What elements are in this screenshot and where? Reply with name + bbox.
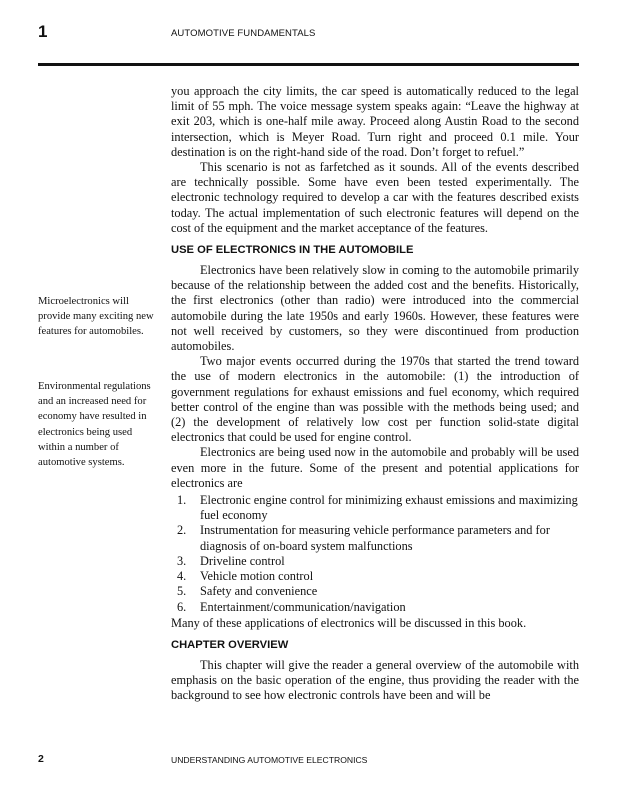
paragraph-overview: This chapter will give the reader a general overview of the automobile with emphasis on the basic operation of the engine, thus providing the reader with the background to see how electronic controls have been and will be [171,657,579,703]
list-number: 4. [177,569,187,584]
list-text: Safety and convenience [200,584,318,599]
page-number: 2 [38,753,44,765]
list-text: Electronic engine control for minimizing exhaust emissions and maximizing fuel economy [200,493,578,523]
running-head: AUTOMOTIVE FUNDAMENTALS [171,28,316,39]
section-heading-use: USE OF ELECTRONICS IN THE AUTOMOBILE [171,244,414,257]
paragraph-intro: you approach the city limits, the car speed is automatically reduced to the legal limit of 55 mph. The voice message system speaks again: “Leave the highway at exit 203, which is one-half mile away. Proceed along Austin Road to the second intersection, which is Meyer Road. Turn right and proceed 0.1 mile. Your destination is on the right-hand side of the road. Don’t forget to refuel.” [171,84,579,159]
margin-note-microelectronics: Microelectronics will provide many exciting new features for automobiles. [38,296,154,338]
list-text: Driveline control [200,553,285,568]
margin-note-environmental: Environmental regulations and an increased need for economy have resulted in electronics being used within a number of automotive systems. [38,381,151,469]
list-text: Vehicle motion control [200,569,314,584]
list-text: Instrumentation for measuring vehicle performance parameters and for diagnosis of on-board system malfunctions [200,523,550,553]
list-text: Entertainment/communication/navigation [200,599,406,614]
list-item [171,584,579,599]
book-title: UNDERSTANDING AUTOMOTIVE ELECTRONICS [171,755,368,765]
paragraph-slow: Electronics have been relatively slow in coming to the automobile primarily because of the relationship between the added cost and the benefits. Historically, the first electronics (other than radio) were introduced into the commercial automobile during the late 1950s and early 1960s. However, these features were not well received by customers, so they were discontinued from production automobiles. [171,263,579,354]
list-item [171,493,579,523]
header-rule [38,63,579,66]
chapter-number: 1 [38,22,48,41]
list-item [171,523,579,553]
paragraph-scenario: This scenario is not as farfetched as it sounds. All of the events described are technically possible. Some have even been tested experimentally. The electronic technology required to develop a car with the features described exists today. The actual implementation of such electronic features will depend on the cost of the equipment and the market acceptance of the features. [171,160,579,235]
list-number: 2. [177,523,187,538]
list-number: 1. [177,493,187,508]
list-item [171,569,579,584]
list-number: 5. [177,584,187,599]
list-item [171,600,579,615]
list-item [171,554,579,569]
paragraph-events: Two major events occurred during the 1970s that started the trend toward the use of modern electronics in the automobile: (1) the introduction of government regulations for exhaust emissions and fuel economy, which required better control of the engine than was possible with the methods being used; and (2) the development of relatively low cost per function solid-state digital electronics that could be used for engine control. [171,354,579,445]
main-text [171,84,579,704]
paragraph-many: Many of these applications of electronics will be discussed in this book. [171,615,527,630]
list-number: 6. [177,599,187,614]
paragraph-now: Electronics are being used now in the automobile and probably will be used even more in the future. Some of the present and potential applications for electronics are [171,445,579,490]
section-heading-overview: CHAPTER OVERVIEW [171,638,289,651]
list-number: 3. [177,553,187,568]
applications-list [171,493,579,615]
